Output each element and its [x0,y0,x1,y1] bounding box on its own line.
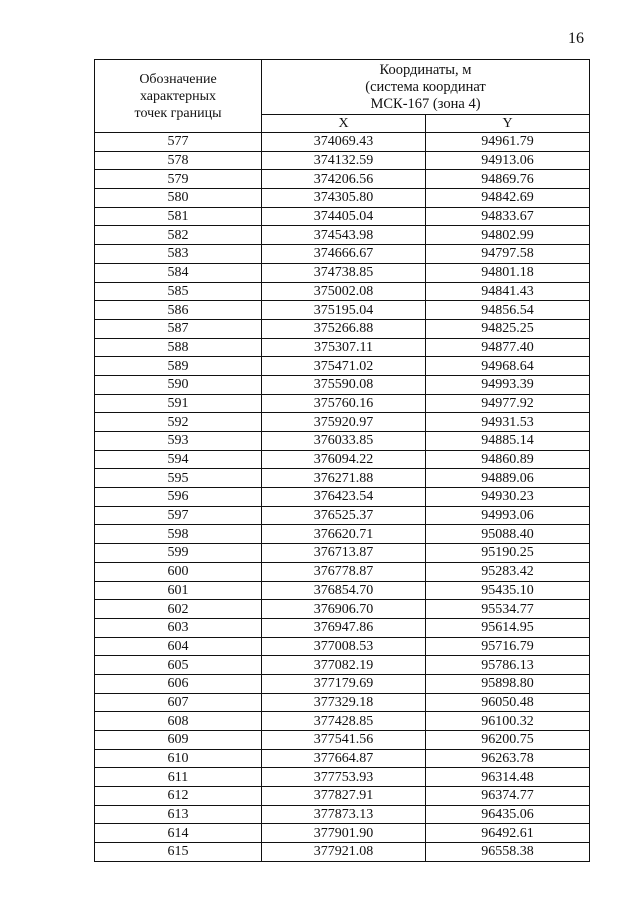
x-coordinate-cell: 377753.93 [262,768,426,787]
point-id-cell: 614 [95,824,262,843]
x-coordinate-cell: 374305.80 [262,189,426,208]
x-coordinate-cell: 375760.16 [262,394,426,413]
table-row [95,843,590,862]
y-coordinate-cell: 94931.53 [426,413,590,432]
point-id-cell: 582 [95,226,262,245]
y-coordinate-cell: 94801.18 [426,263,590,282]
point-id-cell: 612 [95,787,262,806]
table-row [95,637,590,656]
table-row [95,768,590,787]
point-id-cell: 599 [95,544,262,563]
header-y: Y [426,115,590,133]
point-id-cell: 611 [95,768,262,787]
x-coordinate-cell: 375307.11 [262,338,426,357]
point-id-cell: 581 [95,207,262,226]
y-coordinate-cell: 94802.99 [426,226,590,245]
x-coordinate-cell: 376906.70 [262,600,426,619]
y-coordinate-cell: 96263.78 [426,749,590,768]
y-coordinate-cell: 94889.06 [426,469,590,488]
point-id-cell: 600 [95,562,262,581]
table-row [95,525,590,544]
point-id-cell: 577 [95,133,262,152]
x-coordinate-cell: 376525.37 [262,506,426,525]
x-coordinate-cell: 374132.59 [262,151,426,170]
point-id-cell: 587 [95,319,262,338]
point-id-cell: 586 [95,301,262,320]
point-id-cell: 580 [95,189,262,208]
point-id-cell: 601 [95,581,262,600]
header-coords-line: Координаты, м [379,62,472,78]
table-row [95,749,590,768]
table-row [95,375,590,394]
x-coordinate-cell: 374738.85 [262,263,426,282]
y-coordinate-cell: 94977.92 [426,394,590,413]
x-coordinate-cell: 375471.02 [262,357,426,376]
y-coordinate-cell: 94797.58 [426,245,590,264]
y-coordinate-cell: 94825.25 [426,319,590,338]
point-id-cell: 610 [95,749,262,768]
y-coordinate-cell: 94968.64 [426,357,590,376]
point-id-cell: 593 [95,432,262,451]
x-coordinate-cell: 377329.18 [262,693,426,712]
x-coordinate-cell: 376094.22 [262,450,426,469]
header-coordinates [262,60,590,115]
y-coordinate-cell: 94993.39 [426,375,590,394]
table-row [95,189,590,208]
point-id-cell: 603 [95,618,262,637]
x-coordinate-cell: 377428.85 [262,712,426,731]
table-row [95,301,590,320]
table-row [95,581,590,600]
y-coordinate-cell: 94841.43 [426,282,590,301]
y-coordinate-cell: 95435.10 [426,581,590,600]
point-id-cell: 598 [95,525,262,544]
y-coordinate-cell: 95283.42 [426,562,590,581]
point-id-cell: 604 [95,637,262,656]
y-coordinate-cell: 94869.76 [426,170,590,189]
x-coordinate-cell: 377008.53 [262,637,426,656]
x-coordinate-cell: 377827.91 [262,787,426,806]
x-coordinate-cell: 374069.43 [262,133,426,152]
page-number: 16 [568,30,584,47]
y-coordinate-cell: 95190.25 [426,544,590,563]
x-coordinate-cell: 375920.97 [262,413,426,432]
header-x: X [262,115,426,133]
point-id-cell: 607 [95,693,262,712]
table-row [95,394,590,413]
table-row [95,432,590,451]
table-header [95,60,590,133]
y-coordinate-cell: 96435.06 [426,805,590,824]
x-coordinate-cell: 374206.56 [262,170,426,189]
table-row [95,319,590,338]
table-row [95,133,590,152]
table-row [95,600,590,619]
x-coordinate-cell: 377921.08 [262,843,426,862]
y-coordinate-cell: 96050.48 [426,693,590,712]
table-row [95,712,590,731]
table-row [95,787,590,806]
y-coordinate-cell: 94877.40 [426,338,590,357]
point-id-cell: 590 [95,375,262,394]
table-row [95,151,590,170]
table-row [95,674,590,693]
y-coordinate-cell: 96100.32 [426,712,590,731]
x-coordinate-cell: 377664.87 [262,749,426,768]
x-coordinate-cell: 377179.69 [262,674,426,693]
x-coordinate-cell: 375195.04 [262,301,426,320]
point-id-cell: 608 [95,712,262,731]
y-coordinate-cell: 95534.77 [426,600,590,619]
point-id-cell: 585 [95,282,262,301]
x-coordinate-cell: 375590.08 [262,375,426,394]
point-id-cell: 609 [95,731,262,750]
y-coordinate-cell: 96374.77 [426,787,590,806]
point-id-cell: 591 [95,394,262,413]
table-row [95,263,590,282]
x-coordinate-cell: 374405.04 [262,207,426,226]
x-coordinate-cell: 377901.90 [262,824,426,843]
x-coordinate-cell: 377082.19 [262,656,426,675]
table-row [95,506,590,525]
y-coordinate-cell: 94961.79 [426,133,590,152]
point-id-cell: 584 [95,263,262,282]
table-row [95,413,590,432]
y-coordinate-cell: 94913.06 [426,151,590,170]
y-coordinate-cell: 95088.40 [426,525,590,544]
point-id-cell: 588 [95,338,262,357]
table-row [95,338,590,357]
table-row [95,450,590,469]
y-coordinate-cell: 94993.06 [426,506,590,525]
table-row [95,656,590,675]
x-coordinate-cell: 376423.54 [262,488,426,507]
y-coordinate-cell: 94833.67 [426,207,590,226]
x-coordinate-cell: 375266.88 [262,319,426,338]
y-coordinate-cell: 95786.13 [426,656,590,675]
point-id-cell: 605 [95,656,262,675]
header-name-line: Обозначение [139,71,217,87]
point-id-cell: 583 [95,245,262,264]
table-body [95,133,590,862]
y-coordinate-cell: 94930.23 [426,488,590,507]
point-id-cell: 592 [95,413,262,432]
table-row [95,562,590,581]
y-coordinate-cell: 96492.61 [426,824,590,843]
y-coordinate-cell: 95716.79 [426,637,590,656]
x-coordinate-cell: 377541.56 [262,731,426,750]
x-coordinate-cell: 376947.86 [262,618,426,637]
x-coordinate-cell: 376713.87 [262,544,426,563]
x-coordinate-cell: 376620.71 [262,525,426,544]
y-coordinate-cell: 94856.54 [426,301,590,320]
y-coordinate-cell: 94885.14 [426,432,590,451]
table-row [95,282,590,301]
point-id-cell: 615 [95,843,262,862]
x-coordinate-cell: 377873.13 [262,805,426,824]
y-coordinate-cell: 96558.38 [426,843,590,862]
point-id-cell: 579 [95,170,262,189]
header-coords-line: (система координат [365,79,486,95]
coordinates-table [94,59,590,862]
point-id-cell: 606 [95,674,262,693]
table-row [95,824,590,843]
table-row [95,693,590,712]
y-coordinate-cell: 94842.69 [426,189,590,208]
table-row [95,805,590,824]
y-coordinate-cell: 96314.48 [426,768,590,787]
point-id-cell: 602 [95,600,262,619]
table-row [95,207,590,226]
table-row [95,170,590,189]
header-point-designation [95,60,262,133]
table-row [95,731,590,750]
point-id-cell: 597 [95,506,262,525]
table-row [95,357,590,376]
x-coordinate-cell: 375002.08 [262,282,426,301]
table-row [95,469,590,488]
table-row [95,618,590,637]
point-id-cell: 578 [95,151,262,170]
x-coordinate-cell: 376778.87 [262,562,426,581]
x-coordinate-cell: 376271.88 [262,469,426,488]
x-coordinate-cell: 374543.98 [262,226,426,245]
y-coordinate-cell: 94860.89 [426,450,590,469]
point-id-cell: 613 [95,805,262,824]
point-id-cell: 589 [95,357,262,376]
x-coordinate-cell: 376854.70 [262,581,426,600]
point-id-cell: 595 [95,469,262,488]
x-coordinate-cell: 376033.85 [262,432,426,451]
point-id-cell: 594 [95,450,262,469]
header-coords-line: МСК-167 (зона 4) [370,96,481,112]
table-row [95,226,590,245]
point-id-cell: 596 [95,488,262,507]
x-coordinate-cell: 374666.67 [262,245,426,264]
y-coordinate-cell: 95614.95 [426,618,590,637]
table-row [95,544,590,563]
y-coordinate-cell: 95898.80 [426,674,590,693]
header-name-line: характерных [139,88,217,104]
y-coordinate-cell: 96200.75 [426,731,590,750]
header-name-line: точек границы [134,105,222,121]
table-row [95,488,590,507]
table-row [95,245,590,264]
